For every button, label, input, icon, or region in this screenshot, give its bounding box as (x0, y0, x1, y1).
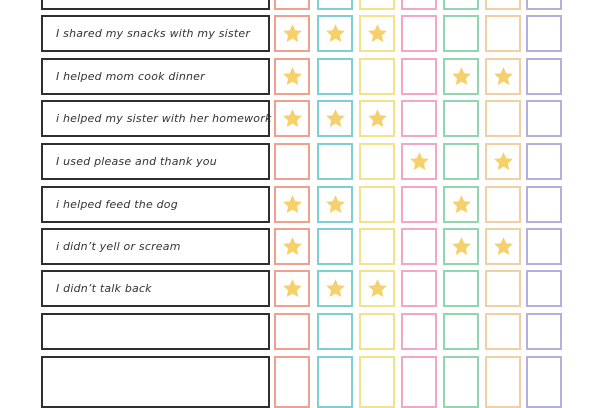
star-cell[interactable] (443, 0, 479, 10)
behavior-row (41, 58, 270, 95)
star-icon (366, 277, 389, 300)
star-icon (450, 0, 473, 3)
star-icon (324, 277, 347, 300)
star-icon (281, 193, 304, 216)
star-cell[interactable] (359, 356, 395, 408)
behavior-label: i didn’t yell or scream (56, 240, 181, 253)
star-cell[interactable] (274, 15, 310, 52)
star-cell[interactable] (401, 100, 437, 137)
star-cell[interactable] (485, 0, 521, 10)
star-cell[interactable] (526, 270, 562, 307)
star-icon (492, 150, 515, 173)
star-cell[interactable] (443, 186, 479, 223)
star-icon (492, 235, 515, 258)
star-cell[interactable] (359, 186, 395, 223)
behavior-row (41, 228, 270, 265)
star-icon (450, 235, 473, 258)
star-cell[interactable] (359, 228, 395, 265)
star-cell[interactable] (526, 186, 562, 223)
star-cell[interactable] (274, 58, 310, 95)
star-cell[interactable] (401, 356, 437, 408)
star-cell[interactable] (359, 313, 395, 350)
star-cell[interactable] (443, 100, 479, 137)
star-cell[interactable] (274, 0, 310, 10)
behavior-label: I didn’t talk back (56, 282, 152, 295)
star-cell[interactable] (485, 100, 521, 137)
behavior-label: I shared my snacks with my sister (56, 27, 251, 40)
star-cell[interactable] (485, 15, 521, 52)
star-cell[interactable] (317, 270, 353, 307)
behavior-row (41, 143, 270, 180)
behavior-label: i helped feed the dog (56, 198, 178, 211)
star-cell[interactable] (485, 143, 521, 180)
star-cell[interactable] (401, 270, 437, 307)
star-icon (281, 107, 304, 130)
star-icon (450, 65, 473, 88)
star-icon (366, 22, 389, 45)
star-cell[interactable] (526, 100, 562, 137)
star-cell[interactable] (526, 58, 562, 95)
star-cell[interactable] (401, 15, 437, 52)
star-cell[interactable] (401, 313, 437, 350)
star-cell[interactable] (485, 313, 521, 350)
behavior-label: I helped mom cook dinner (56, 70, 205, 83)
star-cell[interactable] (443, 356, 479, 408)
star-cell[interactable] (274, 186, 310, 223)
star-cell[interactable] (359, 0, 395, 10)
star-cell[interactable] (359, 15, 395, 52)
star-icon (366, 107, 389, 130)
behavior-row (41, 100, 270, 137)
behavior-row (41, 270, 270, 307)
star-icon (492, 65, 515, 88)
star-cell[interactable] (317, 143, 353, 180)
star-cell[interactable] (526, 15, 562, 52)
star-cell[interactable] (485, 270, 521, 307)
star-cell[interactable] (485, 228, 521, 265)
star-cell[interactable] (274, 270, 310, 307)
behavior-row (41, 0, 270, 10)
star-cell[interactable] (526, 313, 562, 350)
star-cell[interactable] (485, 356, 521, 408)
star-cell[interactable] (443, 270, 479, 307)
star-cell[interactable] (526, 228, 562, 265)
behavior-label: i helped my sister with her homework (56, 112, 272, 125)
star-cell[interactable] (274, 356, 310, 408)
star-icon (281, 22, 304, 45)
star-cell[interactable] (526, 143, 562, 180)
star-cell[interactable] (401, 228, 437, 265)
behavior-row (41, 186, 270, 223)
star-cell[interactable] (443, 228, 479, 265)
star-icon (281, 0, 304, 3)
star-cell[interactable] (485, 58, 521, 95)
star-cell[interactable] (485, 186, 521, 223)
behavior-label (56, 0, 166, 8)
star-icon (324, 107, 347, 130)
star-cell[interactable] (443, 58, 479, 95)
behavior-label: I used please and thank you (56, 155, 217, 168)
star-cell[interactable] (274, 313, 310, 350)
behavior-row (41, 15, 270, 52)
star-icon (324, 193, 347, 216)
star-cell[interactable] (401, 143, 437, 180)
star-cell[interactable] (526, 356, 562, 408)
star-cell[interactable] (401, 0, 437, 10)
star-icon (324, 22, 347, 45)
star-cell[interactable] (359, 270, 395, 307)
star-cell[interactable] (443, 313, 479, 350)
star-cell[interactable] (359, 100, 395, 137)
star-cell[interactable] (274, 143, 310, 180)
star-cell[interactable] (401, 58, 437, 95)
star-cell[interactable] (274, 100, 310, 137)
star-cell[interactable] (401, 186, 437, 223)
behavior-row (41, 313, 270, 350)
star-cell[interactable] (317, 228, 353, 265)
star-icon (408, 150, 431, 173)
star-cell[interactable] (317, 58, 353, 95)
star-icon (281, 235, 304, 258)
star-cell[interactable] (359, 58, 395, 95)
star-cell[interactable] (274, 228, 310, 265)
behavior-row (41, 356, 270, 408)
star-cell[interactable] (317, 15, 353, 52)
star-icon (450, 193, 473, 216)
star-cell[interactable] (317, 186, 353, 223)
star-cell[interactable] (317, 0, 353, 10)
star-cell[interactable] (443, 15, 479, 52)
star-cell[interactable] (359, 143, 395, 180)
star-icon (281, 277, 304, 300)
star-icon (492, 0, 515, 3)
star-cell[interactable] (317, 100, 353, 137)
star-cell[interactable] (443, 143, 479, 180)
star-cell[interactable] (317, 356, 353, 408)
star-cell[interactable] (317, 313, 353, 350)
star-icon (281, 65, 304, 88)
star-cell[interactable] (526, 0, 562, 10)
